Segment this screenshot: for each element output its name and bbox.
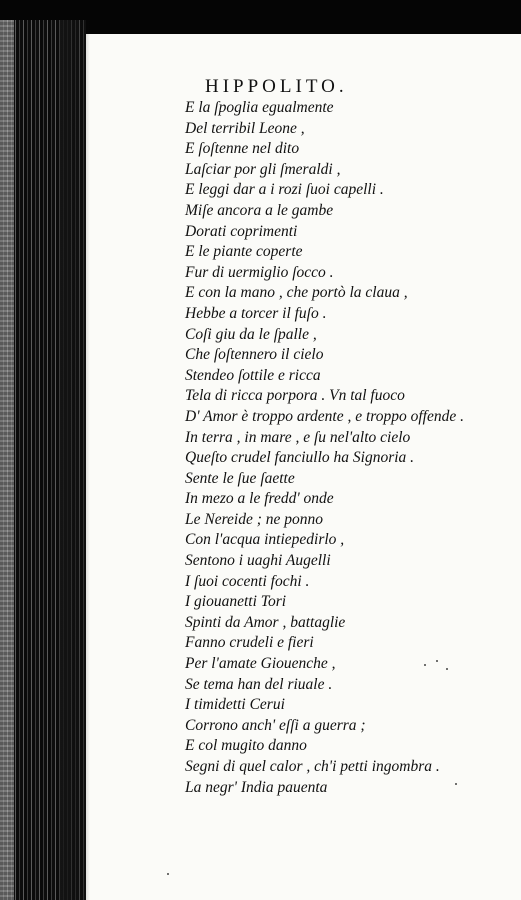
ink-speck	[436, 660, 438, 662]
verse-line: E ſoſtenne nel dito	[185, 140, 300, 158]
verse-line: Per l'amate Giouenche ,	[185, 655, 336, 673]
running-head: HIPPOLITO.	[205, 76, 348, 97]
verse-line: Stendeo ſottile e ricca	[185, 366, 321, 384]
page-stack-edge	[0, 20, 14, 900]
verse-line: Queſto crudel fanciullo ha Signoria .	[185, 449, 415, 467]
verse-line: Fur di uermiglio ſocco .	[185, 263, 334, 281]
verse-line: In terra , in mare , e ſu nel'alto cielo	[185, 428, 411, 446]
verse-line: Miſe ancora a le gambe	[185, 201, 334, 219]
verse-line: Le Nereide ; ne ponno	[185, 510, 324, 528]
verse-line: E leggi dar a i rozi ſuoi capelli .	[185, 181, 384, 199]
verse-line: I ſuoi cocenti fochi .	[185, 572, 310, 590]
verse-line: Se tema han del riuale .	[185, 675, 333, 693]
verse-line: Laſciar por gli ſmeraldi ,	[185, 160, 341, 178]
ink-speck	[424, 664, 426, 666]
verse-line: Sente le ſue ſaette	[185, 469, 295, 487]
verse-line: La negr' India pauenta	[185, 778, 328, 796]
verse-line: Hebbe a torcer il fuſo .	[185, 304, 327, 322]
ink-speck	[455, 783, 457, 785]
verse-line: Sentono i uaghi Augelli	[185, 552, 331, 570]
verse-line: Coſi giu da le ſpalle ,	[185, 325, 317, 343]
verse-line: Segni di quel calor , ch'i petti ingombra .	[185, 758, 440, 775]
ink-speck	[167, 873, 169, 875]
verse-line: E le piante coperte	[185, 243, 303, 261]
verse-line: Con l'acqua intiepedirlo ,	[185, 531, 345, 549]
verse-line: I giouanetti Tori	[185, 593, 287, 611]
ink-speck	[446, 668, 448, 670]
verse-line: I timidetti Cerui	[185, 696, 285, 714]
verse-line: E la ſpoglia egualmente	[185, 99, 334, 116]
verse-line: E col mugito danno	[185, 737, 307, 755]
verse-line: Spinti da Amor , battaglie	[185, 613, 346, 631]
verse-line: Fanno crudeli e fieri	[185, 634, 314, 652]
verse-block	[185, 98, 464, 798]
verse-line: Del terribil Leone ,	[185, 119, 305, 137]
verse-line: Che ſoſtennero il cielo	[185, 346, 324, 364]
verse-line: E con la mano , che portò la claua ,	[185, 284, 408, 302]
verse-line: Corrono anch' eſſi a guerra ;	[185, 716, 366, 734]
verse-line: In mezo a le fredd' onde	[185, 490, 334, 508]
verse-line: Tela di ricca porpora . Vn tal fuoco	[185, 387, 405, 405]
gutter-shadow	[60, 20, 90, 900]
verse-line: Dorati coprimenti	[185, 222, 298, 240]
verse-line: D' Amor è troppo ardente , e troppo offende .	[185, 407, 464, 425]
